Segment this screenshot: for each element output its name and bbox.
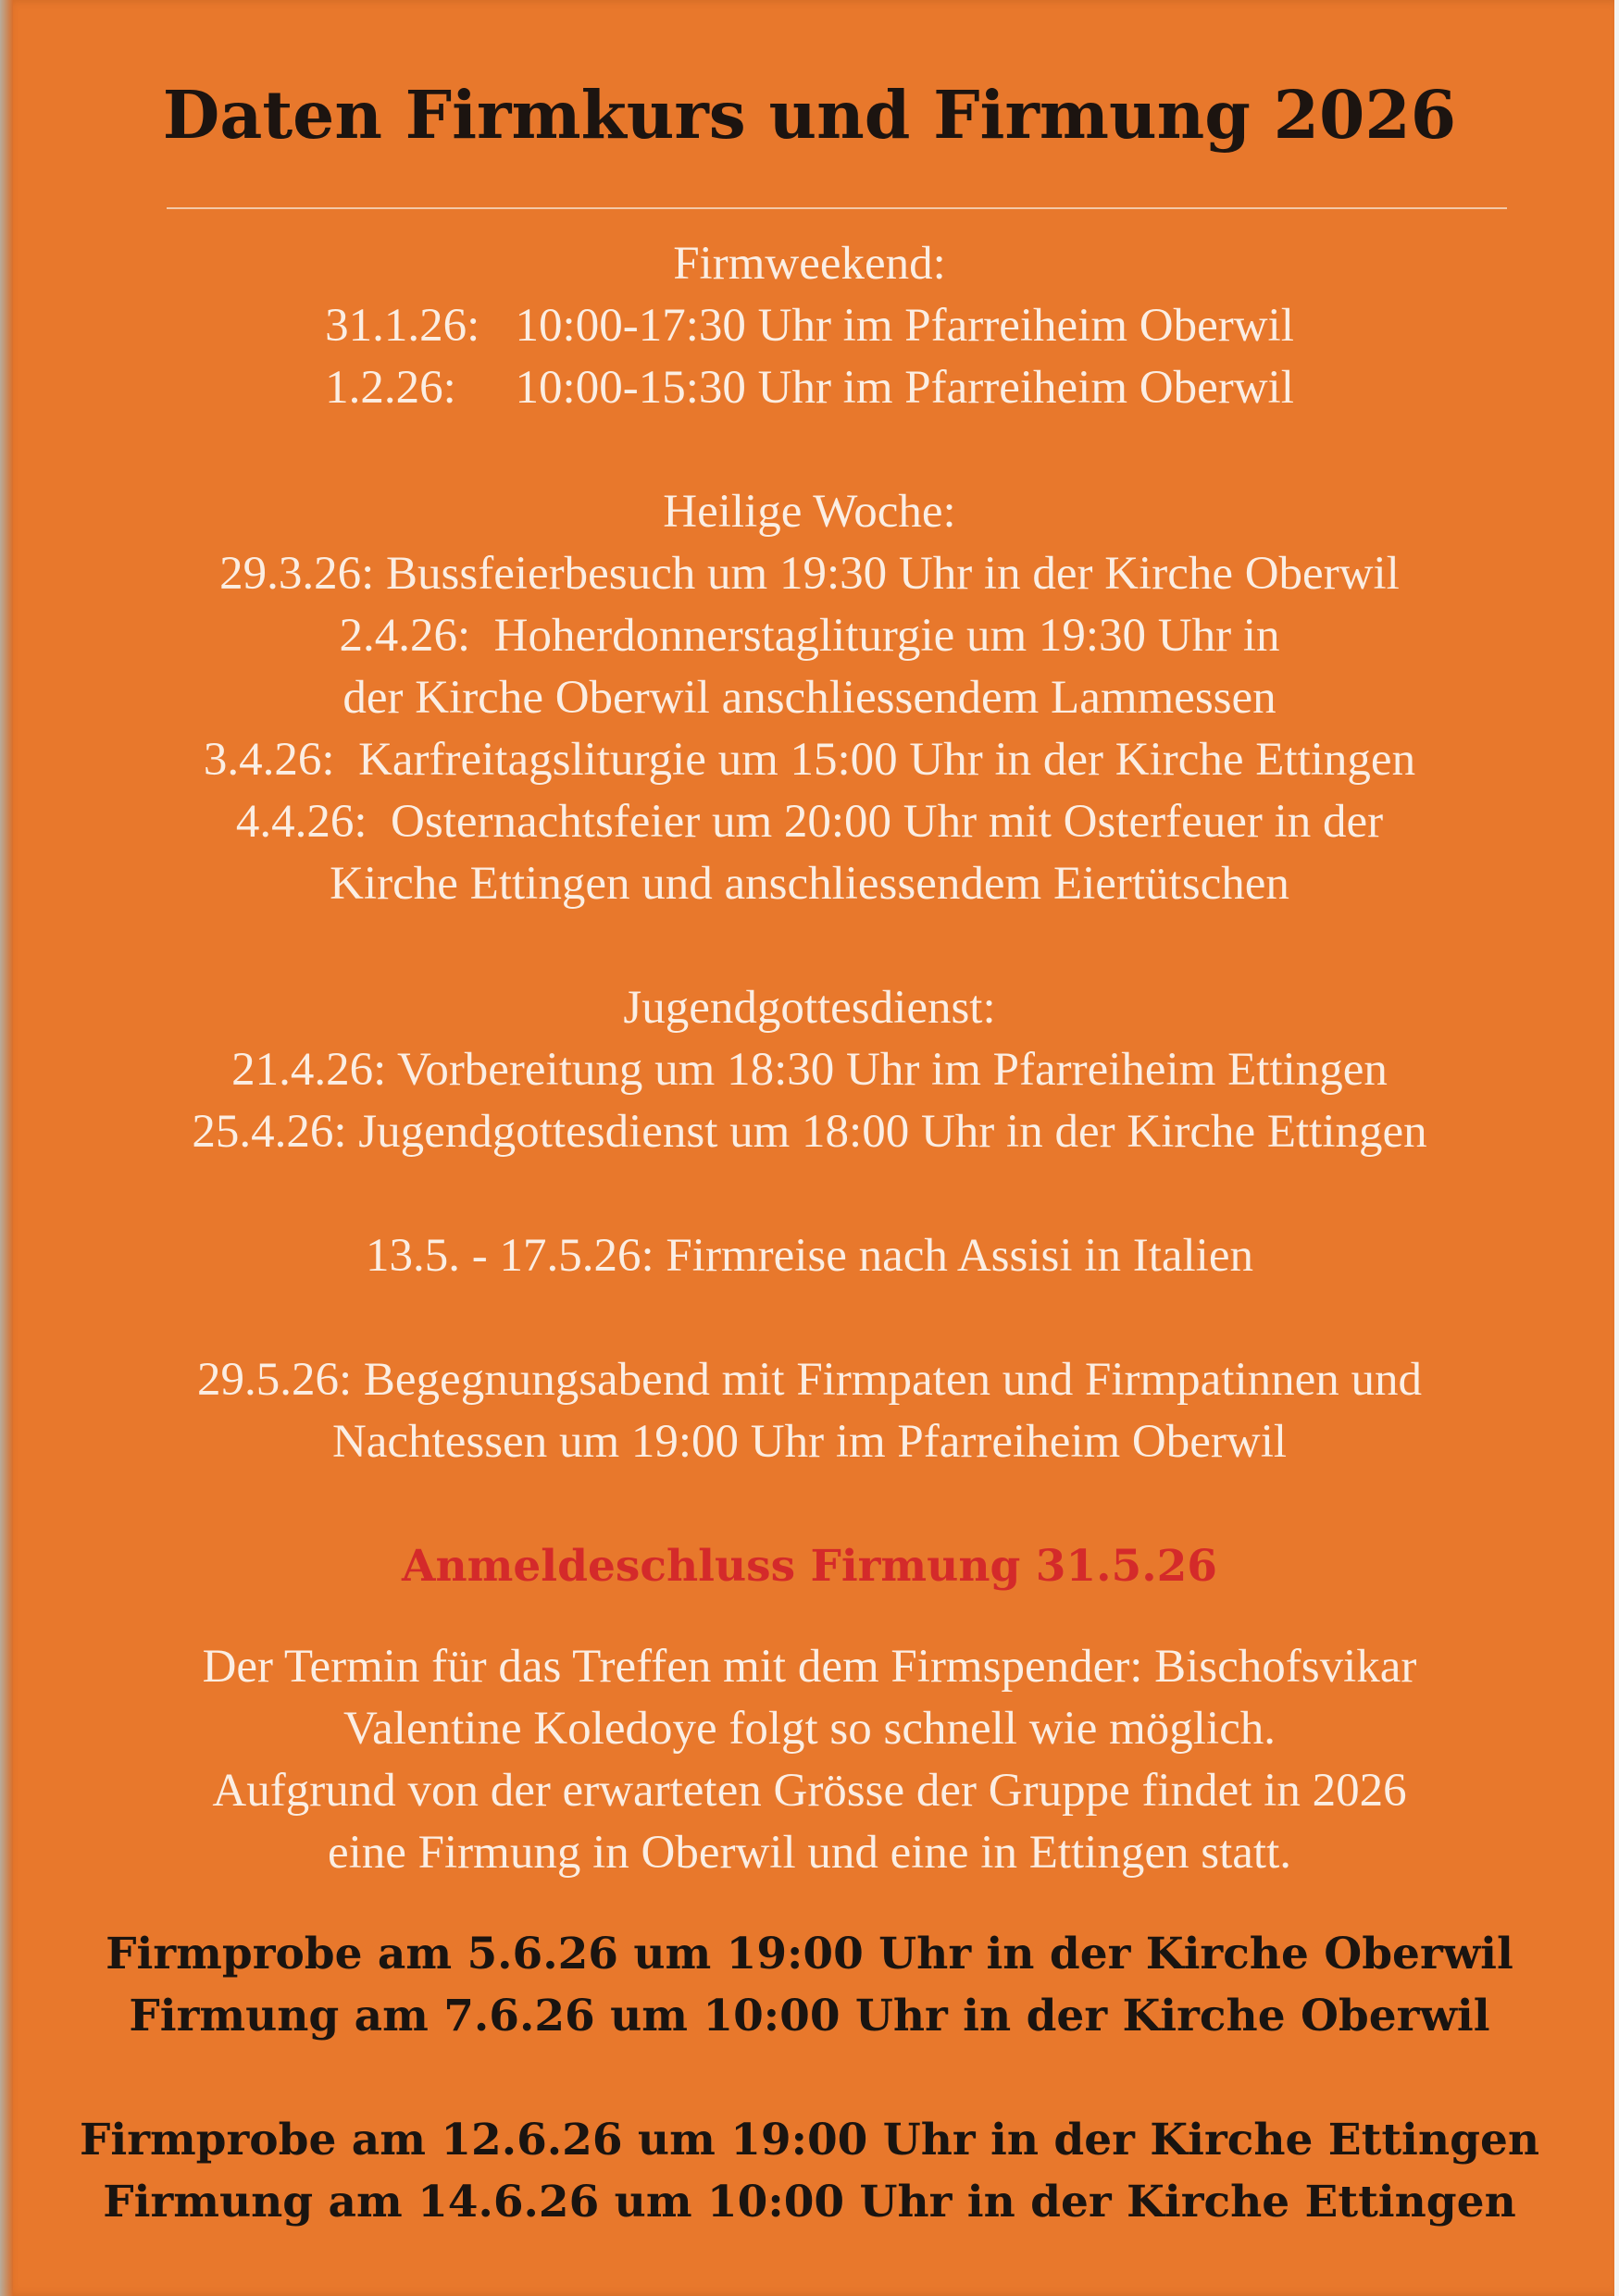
heilige-woche-line-4: 3.4.26: Karfreitagsliturgie um 15:00 Uhr in der Kirche Ettingen xyxy=(203,734,1416,786)
spacer xyxy=(0,915,1619,977)
page-title: Daten Firmkurs und Firmung 2026 xyxy=(162,76,1457,154)
heilige-woche-line-3: der Kirche Oberwil anschliessendem Lammessen xyxy=(342,672,1277,724)
info-line-2: Valentine Koledoye folgt so schnell wie möglich. xyxy=(342,1703,1277,1755)
jugendgottesdienst-line-1: 21.4.26: Vorbereitung um 18:30 Uhr im Pfarreiheim Ettingen xyxy=(231,1044,1388,1096)
firmweekend-line-1: 31.1.26: 10:00-17:30 Uhr im Pfarreiheim Oberwil xyxy=(325,300,1294,352)
oberwil-firmung: Firmung am 7.6.26 um 10:00 Uhr in der Kirche Oberwil xyxy=(129,1991,1490,2042)
oberwil-firmprobe: Firmprobe am 5.6.26 um 19:00 Uhr in der Kirche Oberwil xyxy=(106,1929,1513,1980)
begegnung-line-1: 29.5.26: Begegnungsabend mit Firmpaten und Firmpatinnen und xyxy=(196,1354,1422,1406)
spacer xyxy=(0,1287,1619,1349)
schedule-content xyxy=(0,233,1619,2233)
spacer xyxy=(0,1597,1619,1636)
heilige-woche-line-2: 2.4.26: Hoherdonnerstagliturgie um 19:30 Uhr in xyxy=(339,610,1280,662)
heilige-woche-heading: Heilige Woche: xyxy=(663,486,956,538)
firmweekend-line-2: 1.2.26: 10:00-15:30 Uhr im Pfarreiheim Oberwil xyxy=(325,362,1294,414)
spacer xyxy=(0,1884,1619,1923)
ettingen-firmprobe: Firmprobe am 12.6.26 um 19:00 Uhr in der Kirche Ettingen xyxy=(79,2115,1540,2166)
heilige-woche-line-6: Kirche Ettingen und anschliessendem Eiertütschen xyxy=(330,858,1289,910)
jugendgottesdienst-heading: Jugendgottesdienst: xyxy=(623,982,996,1034)
spacer xyxy=(0,1473,1619,1535)
jugendgottesdienst-line-2: 25.4.26: Jugendgottesdienst um 18:00 Uhr in der Kirche Ettingen xyxy=(192,1106,1427,1158)
spacer xyxy=(0,2047,1619,2109)
begegnung-line-2: Nachtessen um 19:00 Uhr im Pfarreiheim Oberwil xyxy=(331,1416,1288,1468)
heilige-woche-line-5: 4.4.26: Osternachtsfeier um 20:00 Uhr mit Osterfeuer in der xyxy=(235,796,1384,848)
registration-deadline: Anmeldeschluss Firmung 31.5.26 xyxy=(402,1541,1217,1592)
heilige-woche-line-1: 29.3.26: Bussfeierbesuch um 19:30 Uhr in der Kirche Oberwil xyxy=(219,548,1400,600)
spacer xyxy=(0,419,1619,481)
info-line-1: Der Termin für das Treffen mit dem Firmspender: Bischofsvikar xyxy=(202,1641,1417,1693)
firmreise-line: 13.5. - 17.5.26: Firmreise nach Assisi in Italien xyxy=(366,1230,1253,1282)
info-line-4: eine Firmung in Oberwil und eine in Ettingen statt. xyxy=(327,1827,1292,1879)
firmweekend-heading: Firmweekend: xyxy=(673,238,946,290)
spacer xyxy=(0,1163,1619,1225)
info-line-3: Aufgrund von der erwarteten Grösse der Gruppe findet in 2026 xyxy=(212,1765,1407,1817)
ettingen-firmung: Firmung am 14.6.26 um 10:00 Uhr in der Kirche Ettingen xyxy=(103,2177,1516,2228)
title-divider xyxy=(167,207,1507,209)
